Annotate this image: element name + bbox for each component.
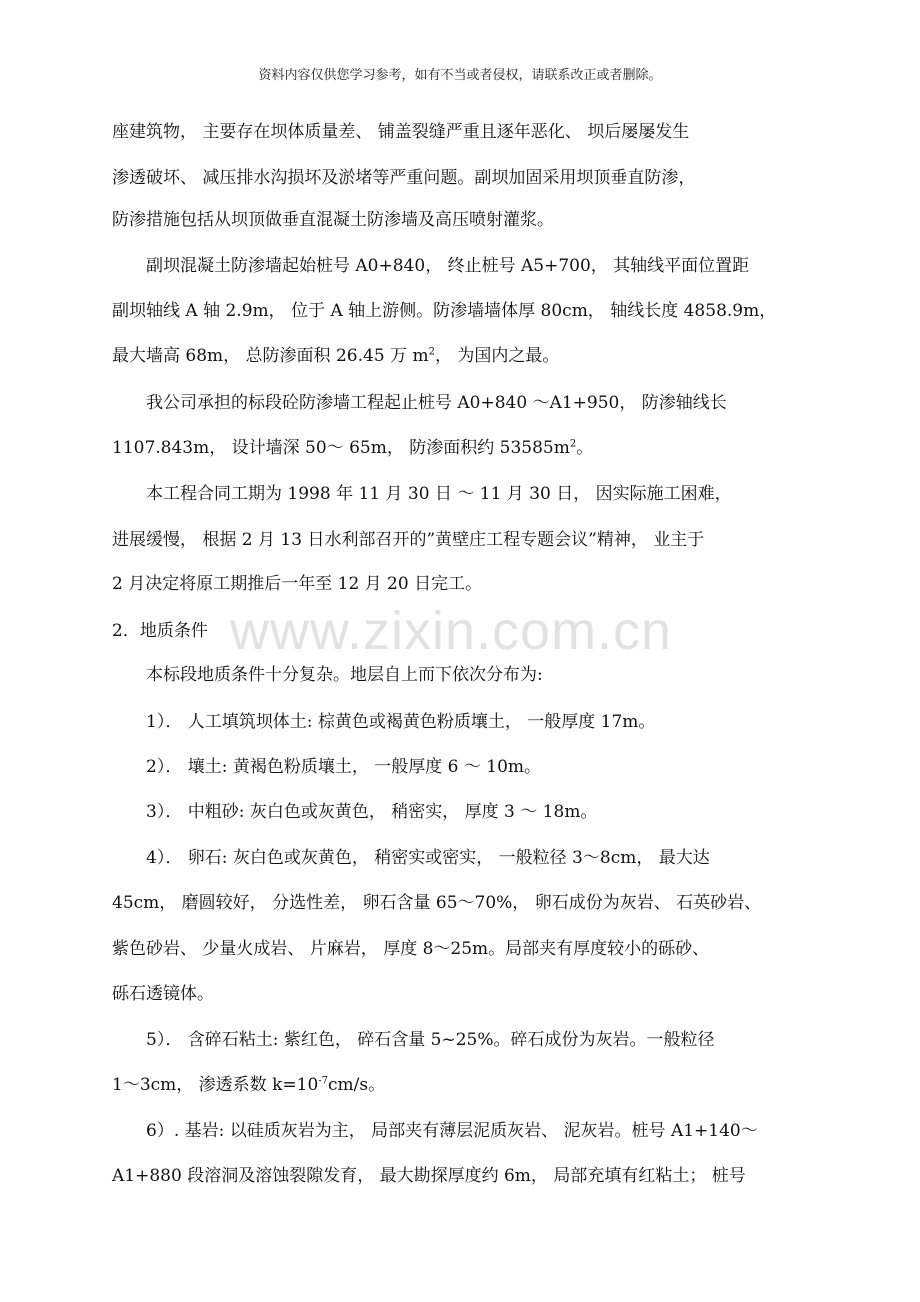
superscript: 2 (569, 438, 577, 450)
watermark: www.zixin.com.cn (230, 601, 673, 661)
body-line: 砾石透镜体。 (112, 984, 214, 1004)
body-line: 副坝轴线 A 轴 2.9m， 位于 A 轴上游侧。防渗墙墙体厚 80cm， 轴线长度 4858.9m， (112, 301, 777, 321)
list-item: 2）． 壤土: 黄褐色粉质壤土， 一般厚度 6 ～ 10m。 (146, 757, 542, 777)
body-line: 进展缓慢， 根据 2 月 13 日水利部召开的”黄壁庄工程专题会议”精神， 业主于 (112, 530, 705, 550)
superscript: -7 (318, 1075, 329, 1087)
body-line: 防渗措施包括从坝顶做垂直混凝土防渗墙及高压喷射灌浆。 (112, 210, 554, 230)
superscript: 2 (428, 346, 435, 358)
list-item: 1）． 人工填筑坝体土: 棕黄色或褐黄色粉质壤土， 一般厚度 17m。 (146, 712, 656, 732)
section-heading: 2．地质条件 (112, 621, 208, 641)
body-line: 45cm， 磨圆较好， 分选性差， 卵石含量 65～70%， 卵石成份为灰岩、 石英砂岩、 (112, 893, 762, 913)
body-line: 渗透破坏、 减压排水沟损坏及淤堵等严重问题。副坝加固采用坝顶垂直防渗， (112, 168, 696, 188)
body-line: 座建筑物， 主要存在坝体质量差、 铺盖裂缝严重且逐年恶化、 坝后屡屡发生 (112, 122, 690, 142)
list-item: 4）． 卵石: 灰白色或灰黄色， 稍密实或密实， 一般粒径 3～8cm， 最大达 (146, 848, 710, 868)
body-line: 本标段地质条件十分复杂。地层自上而下依次分布为: (146, 665, 543, 685)
page-header-notice: 资料内容仅供您学习参考，如有不当或者侵权，请联系改正或者删除。 (258, 68, 662, 83)
body-line: 副坝混凝土防渗墙起始桩号 A0+840， 终止桩号 A5+700， 其轴线平面位置距 (146, 256, 750, 276)
list-item: 5）． 含碎石粘土: 紫红色， 碎石含量 5~25%。碎石成份为灰岩。一般粒径 (146, 1030, 715, 1050)
body-line: 1～3cm， 渗透系数 $k=10^{-7}cm/s$。 (112, 1075, 386, 1095)
list-item: 6）. 基岩: 以硅质灰岩为主， 局部夹有薄层泥质灰岩、 泥灰岩。桩号 A1+140～ (146, 1121, 758, 1141)
body-line: A1+880 段溶洞及溶蚀裂隙发育， 最大勘探厚度约 6m， 局部充填有红粘土； 桩号 (112, 1166, 746, 1186)
body-line: 我公司承担的标段砼防渗墙工程起止桩号 A0+840 ～A1+950， 防渗轴线长 (146, 393, 727, 413)
body-line: 本工程合同工期为 1998 年 11 月 30 日 ～ 11 月 30 日， 因实际施工困难， (146, 484, 732, 504)
body-line: 最大墙高 68m， 总防渗面积 26.45 万 $m^2$， 为国内之最。 (112, 346, 560, 366)
list-item: 3）． 中粗砂: 灰白色或灰黄色， 稍密实， 厚度 3 ～ 18m。 (146, 802, 598, 822)
body-line: 1107.843m， 设计墙深 50～ 65m， 防渗面积约 $53585m^2$。 (112, 438, 594, 458)
body-line: 2 月决定将原工期推后一年至 12 月 20 日完工。 (112, 574, 483, 594)
body-line: 紫色砂岩、 少量火成岩、 片麻岩， 厚度 8～25m。局部夹有厚度较小的砾砂、 (112, 939, 710, 959)
